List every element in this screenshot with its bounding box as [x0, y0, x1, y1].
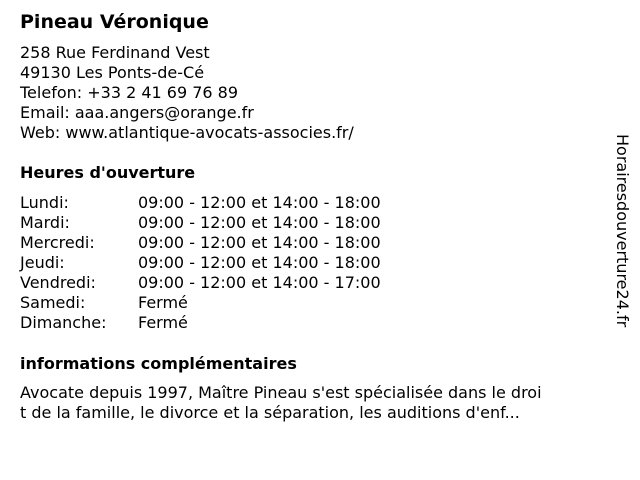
site-brand-text: Horairesdouverture24.fr: [613, 134, 632, 328]
day-label: Mercredi:: [20, 233, 95, 252]
day-time: 09:00 - 12:00 et 14:00 - 18:00: [138, 193, 381, 212]
info-heading: informations complémentaires: [20, 354, 297, 373]
day-time: 09:00 - 12:00 et 14:00 - 18:00: [138, 233, 381, 252]
day-label: Dimanche:: [20, 313, 107, 332]
info-line: t de la famille, le divorce et la séparation, les auditions d'enf...: [20, 403, 520, 422]
day-time: Fermé: [138, 293, 188, 312]
business-name: Pineau Véronique: [20, 11, 209, 33]
city-address: 49130 Les Ponts-de-Cé: [20, 63, 205, 82]
hours-row: [20, 313, 381, 333]
hours-row: [20, 213, 381, 233]
opening-hours-list: [20, 193, 381, 333]
site-brand-vertical: [612, 134, 632, 344]
phone-number[interactable]: Telefon: +33 2 41 69 76 89: [20, 83, 239, 102]
hours-row: [20, 193, 381, 213]
day-label: Vendredi:: [20, 273, 96, 292]
website-link[interactable]: Web: www.atlantique-avocats-associes.fr/: [20, 123, 354, 142]
day-time: 09:00 - 12:00 et 14:00 - 17:00: [138, 273, 381, 292]
street-address: 258 Rue Ferdinand Vest: [20, 43, 210, 62]
info-text: [20, 383, 592, 423]
day-label: Lundi:: [20, 193, 69, 212]
day-time: 09:00 - 12:00 et 14:00 - 18:00: [138, 213, 381, 232]
hours-row: [20, 273, 381, 293]
day-label: Samedi:: [20, 293, 86, 312]
day-time: Fermé: [138, 313, 188, 332]
hours-row: [20, 233, 381, 253]
info-line: Avocate depuis 1997, Maître Pineau s'est spécialisée dans le droi: [20, 383, 542, 402]
hours-row: [20, 293, 381, 313]
day-label: Mardi:: [20, 213, 70, 232]
hours-row: [20, 253, 381, 273]
contact-block: [20, 43, 354, 143]
day-label: Jeudi:: [20, 253, 65, 272]
email-address[interactable]: Email: aaa.angers@orange.fr: [20, 103, 254, 122]
hours-heading: Heures d'ouverture: [20, 163, 196, 182]
day-time: 09:00 - 12:00 et 14:00 - 18:00: [138, 253, 381, 272]
